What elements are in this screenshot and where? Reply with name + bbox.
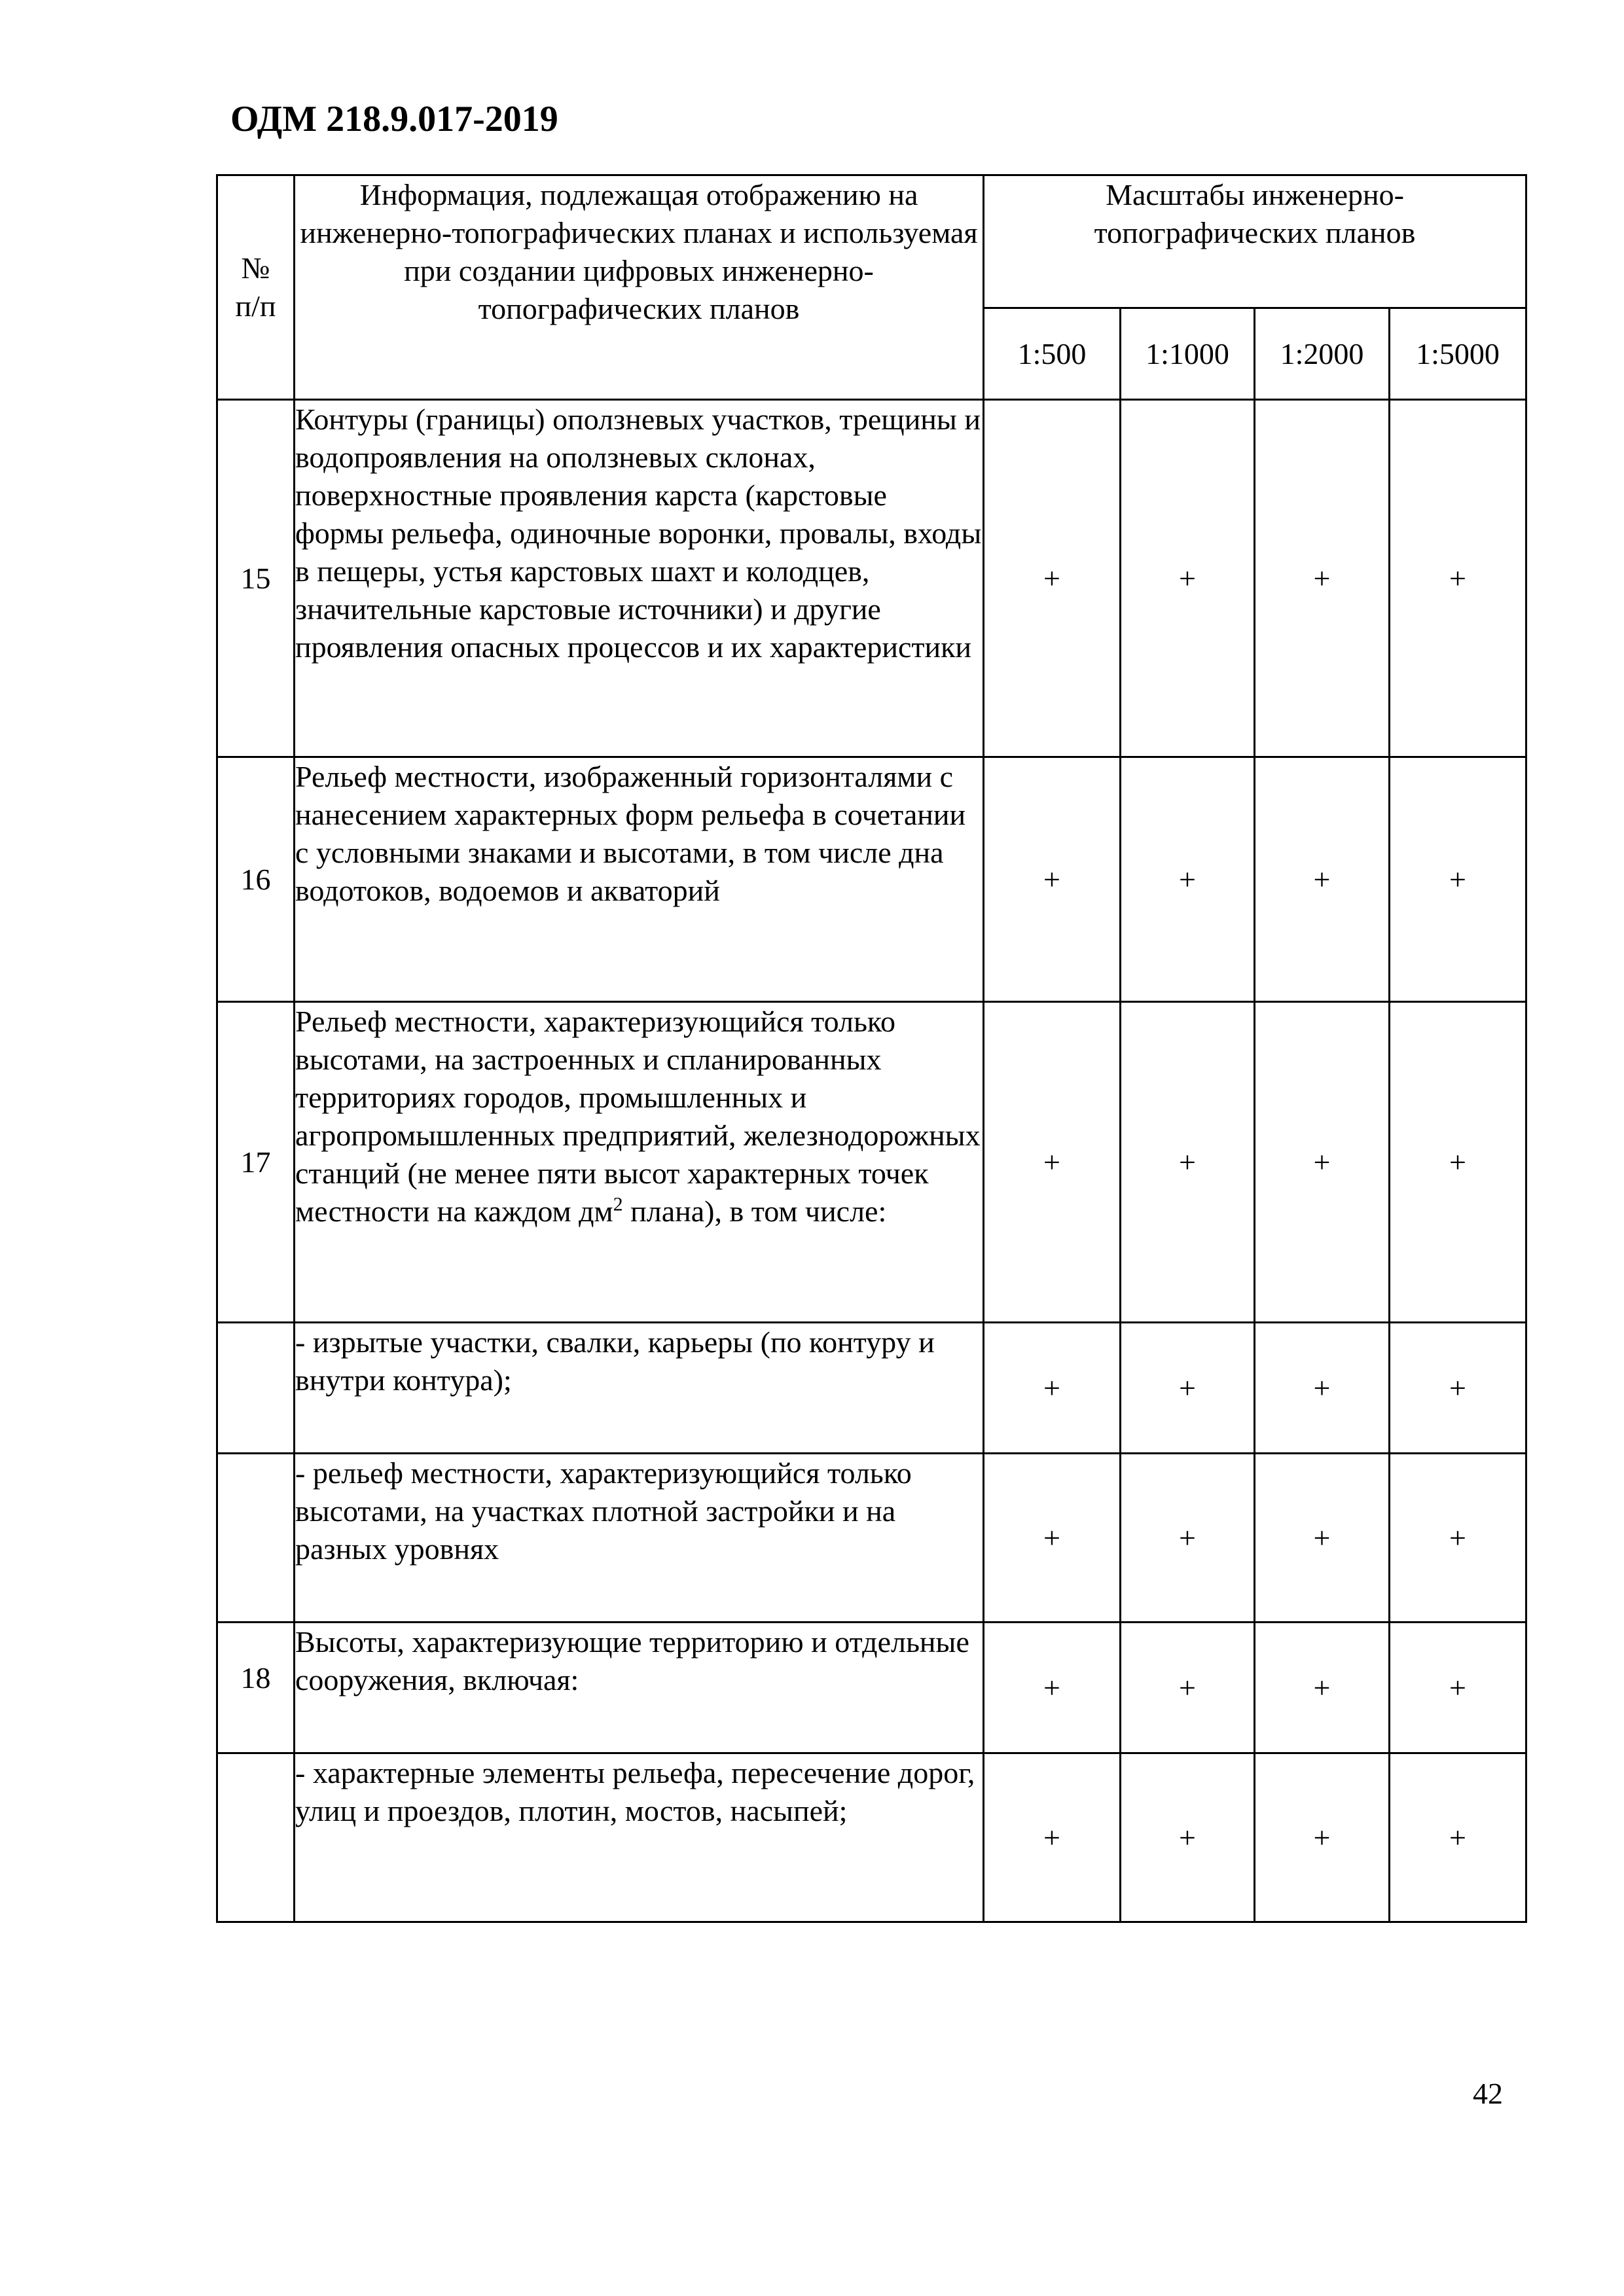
row-description: [295, 1002, 984, 1323]
row-mark-1-1000: +: [1121, 400, 1255, 757]
row-number: 15: [217, 400, 295, 757]
row-mark-1-5000: +: [1390, 1623, 1526, 1753]
row-description: Высоты, характеризующие территорию и отдельные сооружения, включая:: [295, 1623, 984, 1753]
header-scales-cell: [984, 175, 1526, 308]
row-mark-1-1000: +: [1121, 757, 1255, 1002]
row-mark-1-500: +: [984, 1623, 1121, 1753]
row-number: 18: [217, 1623, 295, 1753]
row-number: 16: [217, 757, 295, 1002]
row-number: [217, 1323, 295, 1454]
scale-header-1-500: 1:500: [984, 308, 1121, 400]
row-mark-1-500: +: [984, 1753, 1121, 1922]
row-mark-1-1000: +: [1121, 1753, 1255, 1922]
row-mark-1-1000: +: [1121, 1454, 1255, 1623]
row-description-tail: плана), в том числе:: [623, 1194, 887, 1228]
information-scales-table: [216, 174, 1527, 1923]
row-mark-1-5000: +: [1390, 1753, 1526, 1922]
row-mark-1-2000: +: [1255, 1753, 1390, 1922]
row-mark-1-2000: +: [1255, 1623, 1390, 1753]
table-row: [217, 1454, 1526, 1623]
row-mark-1-1000: +: [1121, 1323, 1255, 1454]
row-mark-1-500: +: [984, 1323, 1121, 1454]
row-description: - рельеф местности, характеризующийся только высотами, на участках плотной застройки и на разных уровнях: [295, 1454, 984, 1623]
table-row: [217, 400, 1526, 757]
header-number-cell: [217, 175, 295, 400]
table-row: [217, 1002, 1526, 1323]
row-description: - характерные элементы рельефа, пересечение дорог, улиц и проездов, плотин, мостов, насыпей;: [295, 1753, 984, 1922]
header-scales-label: Масштабы инженерно- топографических планов: [1094, 178, 1416, 249]
row-number: [217, 1454, 295, 1623]
row-mark-1-5000: +: [1390, 757, 1526, 1002]
row-number: [217, 1753, 295, 1922]
row-mark-1-2000: +: [1255, 1454, 1390, 1623]
table-row: [217, 1323, 1526, 1454]
row-description-text: Рельеф местности, характеризующийся только высотами, на застроенных и спланированных территориях городов, промышленных и агропромышленных предприятий, железнодорожных станций (не менее пяти высот характерных точек местности на каждом дм: [295, 1005, 981, 1228]
row-mark-1-5000: +: [1390, 1002, 1526, 1323]
table-row: [217, 1753, 1526, 1922]
row-description-superscript: 2: [613, 1193, 623, 1215]
table-row: [217, 1623, 1526, 1753]
row-description: Рельеф местности, изображенный горизонталями с нанесением характерных форм рельефа в сочетании с условными знаками и высотами, в том числе дна водотоков, водоемов и акваторий: [295, 757, 984, 1002]
row-description: - изрытые участки, свалки, карьеры (по контуру и внутри контура);: [295, 1323, 984, 1454]
row-mark-1-500: +: [984, 1454, 1121, 1623]
table-row: [217, 757, 1526, 1002]
row-mark-1-5000: +: [1390, 1323, 1526, 1454]
page-number: 42: [1473, 2077, 1503, 2110]
row-mark-1-2000: +: [1255, 400, 1390, 757]
row-mark-1-2000: +: [1255, 1002, 1390, 1323]
scale-header-1-1000: 1:1000: [1121, 308, 1255, 400]
header-info-cell: [295, 175, 984, 400]
header-info-label: Информация, подлежащая отображению на инженерно-топографических планах и используемая при создании цифровых инженерно-топографических планов: [300, 178, 978, 325]
row-mark-1-1000: +: [1121, 1002, 1255, 1323]
row-mark-1-500: +: [984, 400, 1121, 757]
row-number: 17: [217, 1002, 295, 1323]
row-mark-1-2000: +: [1255, 757, 1390, 1002]
row-mark-1-500: +: [984, 757, 1121, 1002]
row-description: Контуры (границы) оползневых участков, трещины и водопроявления на оползневых склонах, поверхностные проявления карста (карстовые формы рельефа, одиночные воронки, провалы, входы в пещеры, устья карстовых шахт и колодцев, значительные карстовые источники) и другие проявления опасных процессов и их характеристики: [295, 400, 984, 757]
scale-header-1-5000: 1:5000: [1390, 308, 1526, 400]
row-mark-1-1000: +: [1121, 1623, 1255, 1753]
header-number-label: № п/п: [235, 251, 276, 323]
row-mark-1-5000: +: [1390, 1454, 1526, 1623]
document-code: ОДМ 218.9.017-2019: [230, 99, 558, 139]
scale-header-1-2000: 1:2000: [1255, 308, 1390, 400]
row-mark-1-2000: +: [1255, 1323, 1390, 1454]
row-mark-1-5000: +: [1390, 400, 1526, 757]
row-mark-1-500: +: [984, 1002, 1121, 1323]
